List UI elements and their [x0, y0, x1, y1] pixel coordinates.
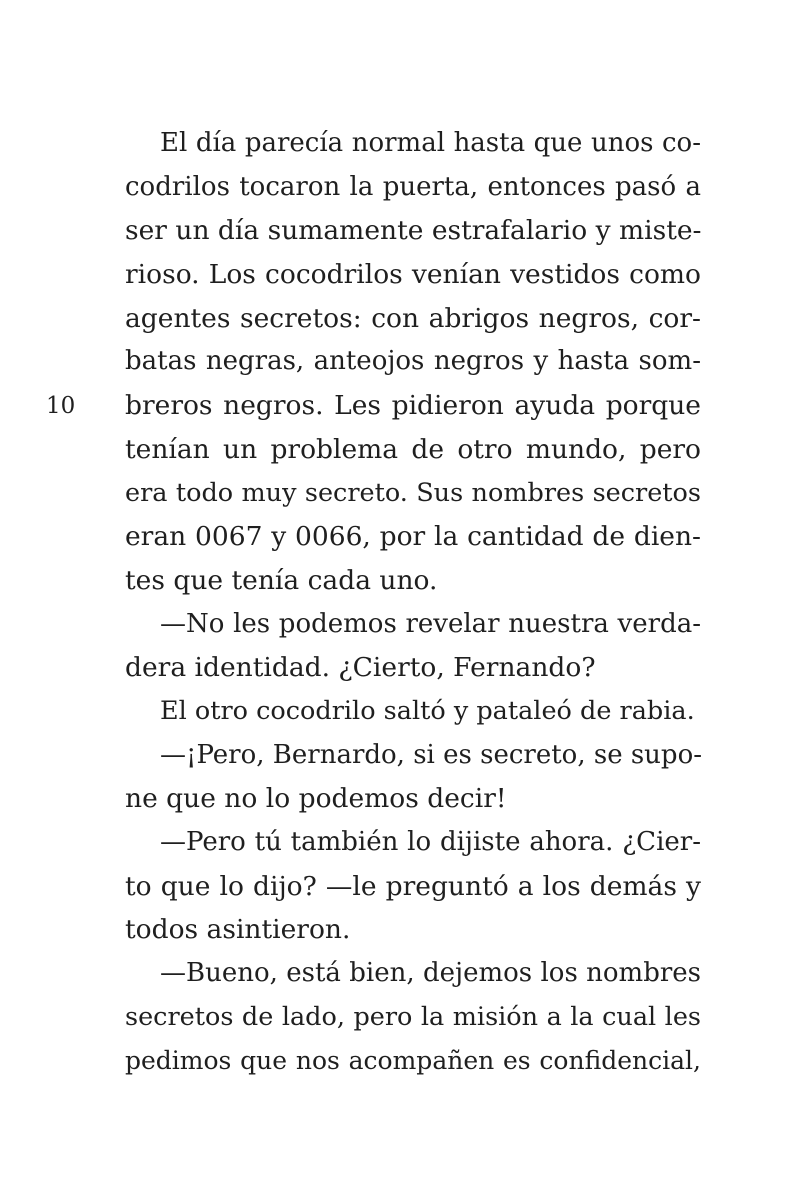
text-line: todos asintieron. — [125, 914, 351, 946]
text-line: El otro cocodrilo saltó y pataleó de rabia. — [160, 695, 695, 726]
line-number: 10 — [46, 393, 76, 419]
body-text — [125, 122, 701, 1083]
text-line: tenían un problema de otro mundo, pero — [125, 433, 701, 465]
text-line: to que lo dijo? —le preguntó a los demás y — [125, 870, 701, 902]
text-line: —Bueno, está bien, dejemos los nombres — [160, 958, 701, 989]
text-line: pedimos que nos acompañen es confidencial, — [125, 1046, 701, 1076]
text-line: —Pero tú también lo dijiste ahora. ¿Cier- — [160, 827, 701, 857]
text-line: era todo muy secreto. Sus nombres secretos — [125, 477, 701, 508]
text-line: ser un día sumamente estrafalario y miste- — [125, 215, 702, 247]
text-line: El día parecía normal hasta que unos co- — [160, 128, 701, 158]
text-line: —¡Pero, Bernardo, si es secreto, se supo- — [160, 739, 703, 770]
text-line: batas negras, anteojos negros y hasta som- — [125, 346, 701, 377]
text-line: codrilos tocaron la puerta, entonces pasó a — [125, 171, 701, 202]
text-line: agentes secretos: con abrigos negros, cor- — [125, 302, 701, 334]
text-line: eran 0067 y 0066, por la cantidad de dien- — [125, 521, 701, 553]
text-line: dera identidad. ¿Cierto, Fernando? — [125, 652, 596, 684]
text-line: ne que no lo podemos decir! — [125, 783, 507, 815]
text-line: —No les podemos revelar nuestra verda- — [160, 608, 701, 639]
text-line: tes que tenía cada uno. — [125, 564, 438, 596]
text-line: breros negros. Les pidieron ayuda porque — [125, 390, 701, 422]
text-line: rioso. Los cocodrilos venían vestidos como — [125, 259, 701, 291]
text-line: secretos de lado, pero la misión a la cual les — [125, 1001, 701, 1032]
